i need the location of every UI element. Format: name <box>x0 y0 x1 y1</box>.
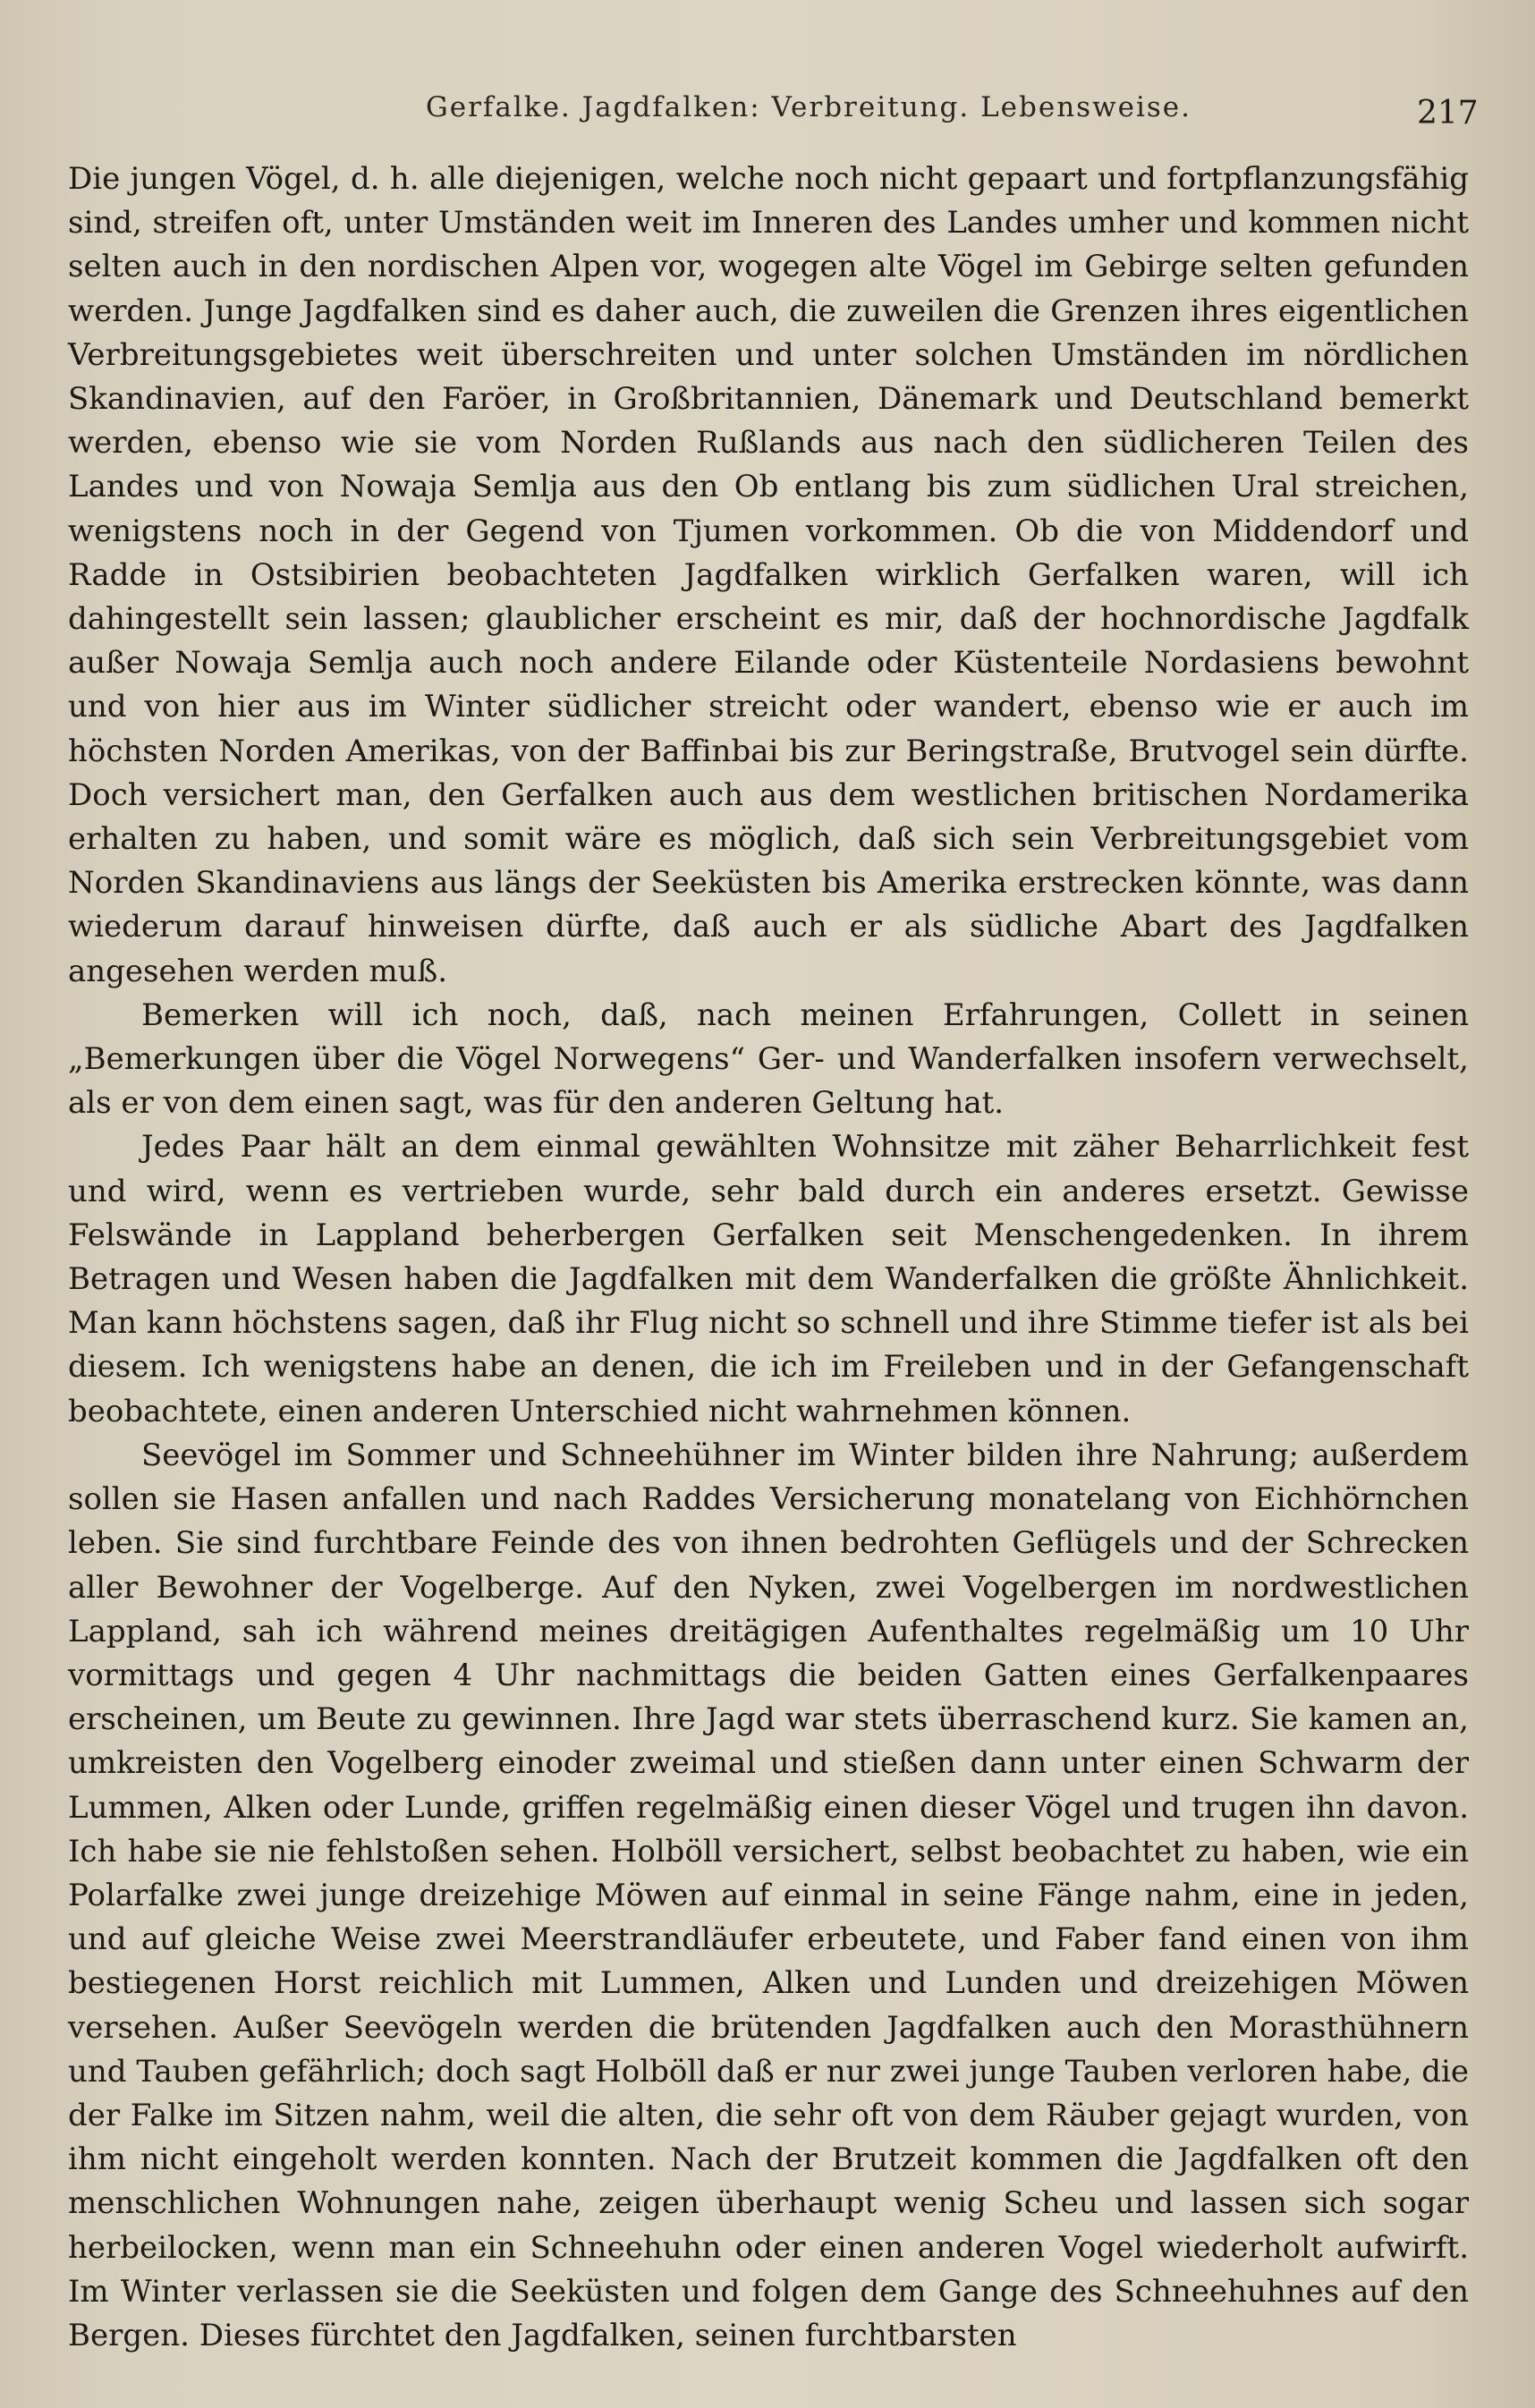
paragraph: Seevögel im Sommer und Schneehühner im Winter bilden ihre Nahrung; außerdem sollen sie Hasen anfallen und nach Raddes Versicherung monatelang von Eichhörnchen leben. Sie sind furchtbare Feinde des von ihnen bedrohten Geflügels und der Schrecken aller Bewohner der Vogelberge. Auf den Nyken, zwei Vogelbergen im nordwestlichen Lappland, sah ich während meines dreitägigen Aufenthaltes regelmäßig um 10 Uhr vormittags und gegen 4 Uhr nachmittags die beiden Gatten eines Gerfalkenpaares erscheinen, um Beute zu gewinnen. Ihre Jagd war stets überraschend kurz. Sie kamen an, umkreisten den Vogelberg einoder zweimal und stießen dann unter einen Schwarm der Lummen, Alken oder Lunde, griffen regelmäßig einen dieser Vögel und trugen ihn davon. Ich habe sie nie fehlstoßen sehen. Holböll versichert, selbst beobachtet zu haben, wie ein Polarfalke zwei junge dreizehige Möwen auf einmal in seine Fänge nahm, eine in jeden, und auf gleiche Weise zwei Meerstrandläufer erbeutete, und Faber fand einen von ihm bestiegenen Horst reichlich mit Lummen, Alken und Lunden und dreizehigen Möwen versehen. Außer Seevögeln werden die brütenden Jagdfalken auch den Morasthühnern und Tauben gefährlich; doch sagt Holböll daß er nur zwei junge Tauben verloren habe, die der Falke im Sitzen nahm, weil die alten, die sehr oft von dem Räuber gejagt wurden, von ihm nicht eingeholt werden konnten. Nach der Brutzeit kommen die Jagdfalken oft den menschlichen Wohnungen nahe, zeigen überhaupt wenig Scheu und lassen sich sogar herbeilocken, wenn man ein Schneehuhn oder einen anderen Vogel wiederholt aufwirft. Im Winter verlassen sie die Seeküsten und folgen dem Gange des Schneehuhnes auf den Bergen. Dieses fürchtet den Jagdfalken, seinen furchtbarsten <box>68 1437 1469 2353</box>
page-header <box>0 86 1535 140</box>
paragraph: Bemerken will ich noch, daß, nach meinen Erfahrungen, Collett in seinen „Bemerkungen über die Vögel Norwegens“ Ger- und Wanderfalken insofern verwechselt, als er von dem einen sagt, was für den anderen Geltung hat. <box>68 996 1469 1122</box>
page-number: 217 <box>1417 95 1479 131</box>
running-head: Gerfalke. Jagdfalken: Verbreitung. Lebensweise. <box>426 91 1192 123</box>
paragraph: Jedes Paar hält an dem einmal gewählten Wohnsitze mit zäher Beharrlichkeit fest und wird, wenn es vertrieben wurde, sehr bald durch ein anderes ersetzt. Gewisse Felswände in Lappland beherbergen Gerfalken seit Menschengedenken. In ihrem Betragen und Wesen haben die Jagdfalken mit dem Wanderfalken die größte Ähnlichkeit. Man kann höchstens sagen, daß ihr Flug nicht so schnell und ihre Stimme tiefer ist als bei diesem. Ich wenigstens habe an denen, die ich im Freileben und in der Gefangenschaft beobachtete, einen anderen Unterschied nicht wahrnehmen können. <box>68 1129 1469 1429</box>
paragraph: Die jungen Vögel, d. h. alle diejenigen, welche noch nicht gepaart und fortpflanzungsfähig sind, streifen oft, unter Umständen weit im Inneren des Landes umher und kommen nicht selten auch in den nordischen Alpen vor, wogegen alte Vögel im Gebirge selten gefunden werden. Junge Jagdfalken sind es daher auch, die zuweilen die Grenzen ihres eigentlichen Verbreitungsgebietes weit überschreiten und unter solchen Umständen im nördlichen Skandinavien, auf den Faröer, in Großbritannien, Dänemark und Deutschland bemerkt werden, ebenso wie sie vom Norden Rußlands aus nach den südlicheren Teilen des Landes und von Nowaja Semlja aus den Ob entlang bis zum südlichen Ural streichen, wenigstens noch in der Gegend von Tjumen vorkommen. Ob die von Middendorf und Radde in Ostsibirien beobachteten Jagdfalken wirklich Gerfalken waren, will ich dahingestellt sein lassen; glaublicher erscheint es mir, daß der hochnordische Jagdfalk außer Nowaja Semlja auch noch andere Eilande oder Küstenteile Nordasiens bewohnt und von hier aus im Winter südlicher streicht oder wandert, ebenso wie er auch im höchsten Norden Amerikas, von der Baffinbai bis zur Beringstraße, Brutvogel sein dürfte. Doch versichert man, den Gerfalken auch aus dem westlichen britischen Nordamerika erhalten zu haben, und somit wäre es möglich, daß sich sein Verbreitungsgebiet vom Norden Skandinaviens aus längs der Seeküsten bis Amerika erstrecken könnte, was dann wiederum darauf hinweisen dürfte, daß auch er als südliche Abart des Jagdfalken angesehen werden muß. <box>68 161 1469 989</box>
body-text <box>68 157 1469 2358</box>
